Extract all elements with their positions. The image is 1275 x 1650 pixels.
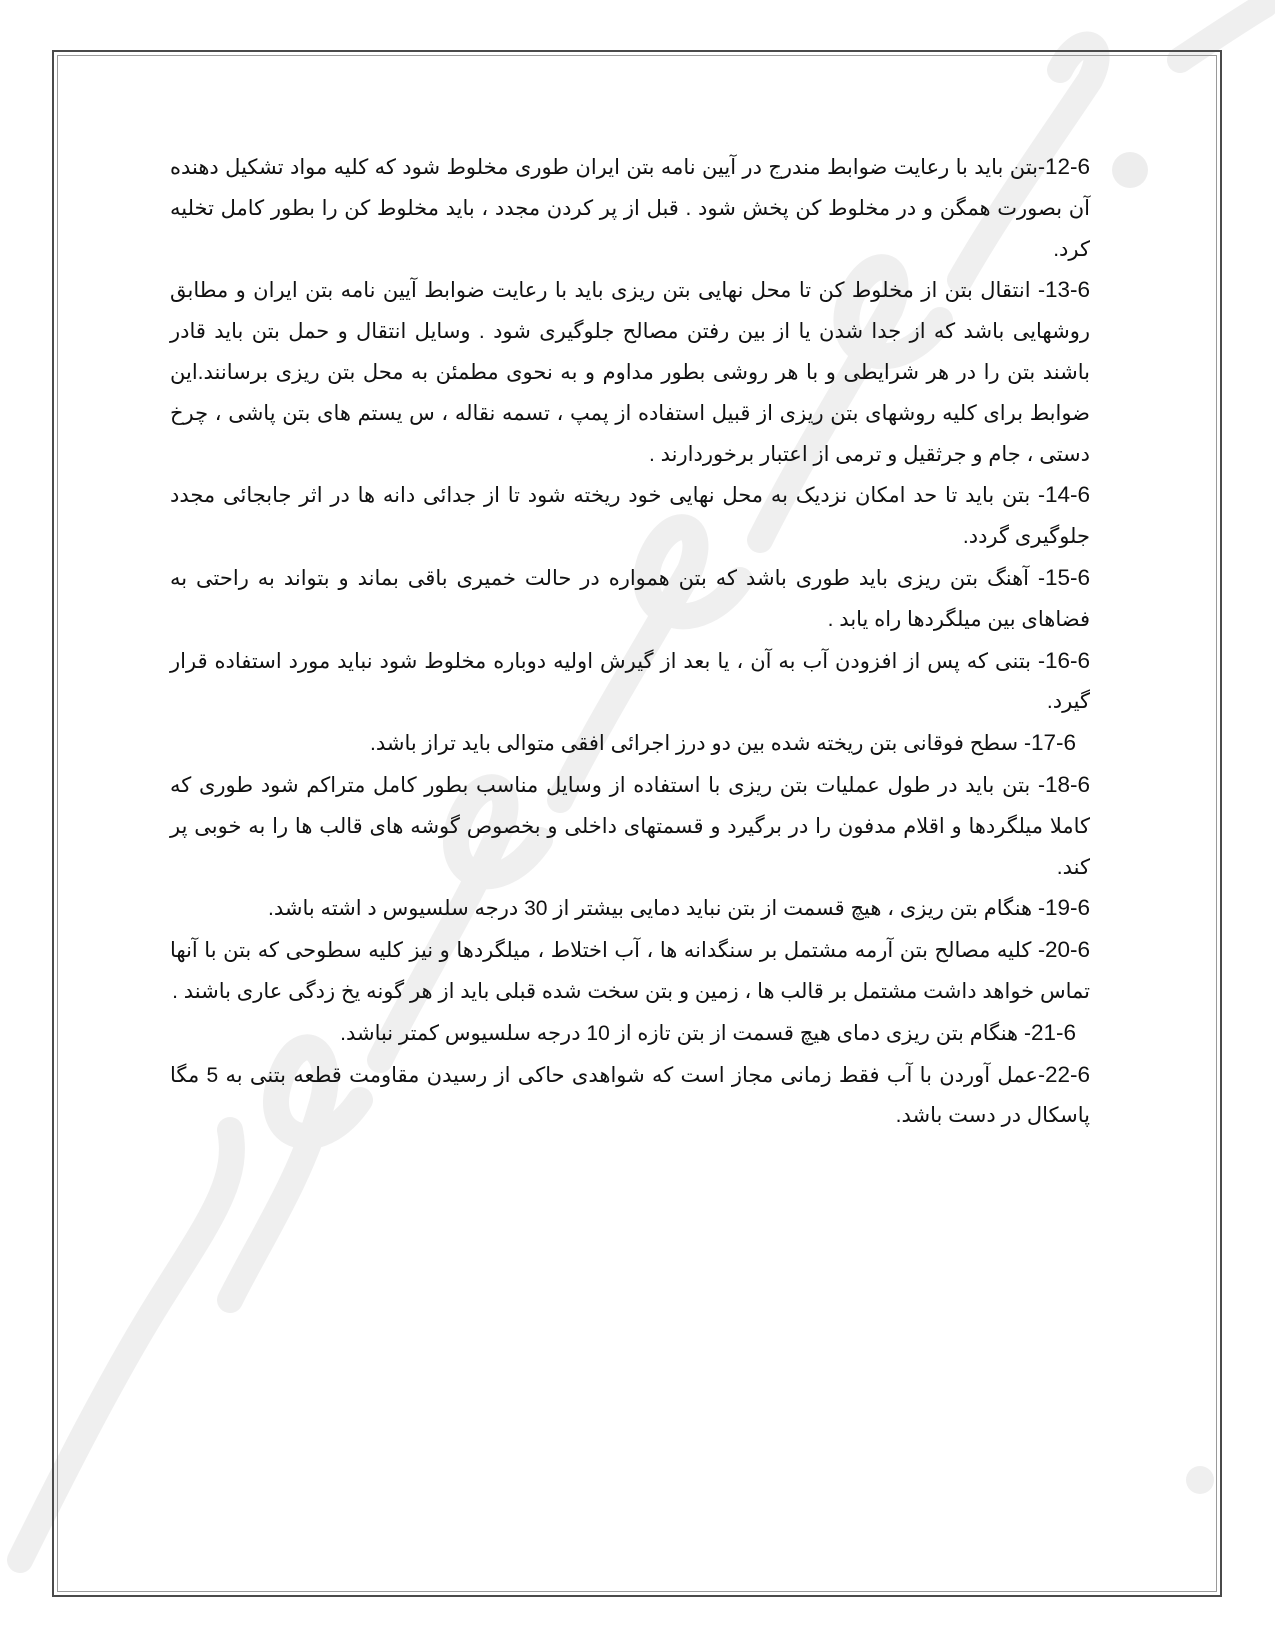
document-body	[170, 147, 1090, 1137]
paragraph-22-6	[170, 1055, 1090, 1138]
paragraph-text: - بتن باید تا حد امکان نزدیک به محل نهایی خود ریخته شود تا از جدائی دانه ها در اثر جابجائی مجدد جلوگیری گردد.	[170, 484, 1090, 549]
paragraph-19-6	[170, 888, 1090, 930]
paragraph-number: 22-6	[1044, 1061, 1090, 1087]
paragraph-text: - سطح فوقانی بتن ریخته شده بین دو درز اجرائی افقی متوالی باید تراز باشد.	[370, 732, 1031, 756]
paragraph-20-6	[170, 930, 1090, 1013]
paragraph-number: 15-6	[1044, 564, 1090, 590]
paragraph-text: - بتنی که پس از افزودن آب به آن ، یا بعد از گیرش اولیه دوباره مخلوط شود نباید مورد استفاده قرار گیرد.	[170, 649, 1090, 714]
paragraph-text: - بتن باید در طول عملیات بتن ریزی با استفاده از وسایل مناسب بطور کامل متراکم شود طوری که کاملا میلگردها و اقلام مدفون را در برگیرد و قسمتهای داخلی و بخصوص گوشه های قالب ها را به خوبی پر کند.	[170, 773, 1090, 879]
paragraph-number: 16-6	[1044, 647, 1090, 673]
paragraph-text: - آهنگ بتن ریزی باید طوری باشد که بتن همواره در حالت خمیری باقی بماند و بتواند به راحتی به فضاهای بین میلگردها راه یابد .	[170, 566, 1090, 631]
paragraph-text: - هنگام بتن ریزی ، هیچ قسمت از بتن نباید دمایی بیشتر از 30 درجه سلسیوس د اشته باشد.	[268, 897, 1045, 921]
paragraph-text: - کلیه مصالح بتن آرمه مشتمل بر سنگدانه ها ، آب اختلاط ، میلگردها و نیز کلیه سطوحی که بتن با آنها تماس خواهد داشت مشتمل بر قالب ها ، زمین و بتن سخت شده قبلی باید از هر گونه یخ زدگی عاری باشند .	[170, 939, 1090, 1003]
paragraph-text: -عمل آوردن با آب فقط زمانی مجاز است که شواهدی حاکی از رسیدن مقاومت قطعه بتنی به 5 مگا پاسکال در دست باشد.	[170, 1063, 1090, 1128]
paragraph-13-6	[170, 270, 1090, 475]
paragraph-17-6	[170, 723, 1090, 765]
paragraph-text: - هنگام بتن ریزی دمای هیچ قسمت از بتن تازه از 10 درجه سلسیوس کمتر نباشد.	[340, 1021, 1031, 1045]
paragraph-12-6	[170, 147, 1090, 270]
paragraph-text: -بتن باید با رعایت ضوابط مندرج در آیین نامه بتن ایران طوری مخلوط شود که کلیه مواد تشکیل دهنده آن بصورت همگن و در مخلوط کن پخش شود . قبل از پر کردن مجدد ، باید مخلوط کن را بطور کامل تخلیه کرد.	[170, 156, 1090, 261]
paragraph-21-6	[170, 1013, 1090, 1055]
paragraph-16-6	[170, 641, 1090, 724]
paragraph-number: 18-6	[1044, 771, 1090, 797]
paragraph-number: 20-6	[1044, 937, 1090, 963]
paragraph-text: - انتقال بتن از مخلوط کن تا محل نهایی بتن ریزی باید با رعایت ضوابط آیین نامه بتن ایران و مطابق روشهایی باشد که از جدا شدن یا از بین رفتن مصالح جلوگیری شود . وسایل انتقال و حمل بتن باید قادر باشند بتن را در هر شرایطی و با هر روشی بطور مداوم و به نحوی مطمئن به محل بتن ریزی برسانند.این ضوابط برای کلیه روشهای بتن ریزی از قبیل استفاده از پمپ ، تسمه نقاله ، س یستم های بتن پاشی ، چرخ دستی ، جام و جرثقیل و ترمی از اعتبار برخوردارند .	[170, 279, 1090, 466]
paragraph-number: 12-6	[1044, 154, 1090, 179]
paragraph-15-6	[170, 558, 1090, 641]
paragraph-number: 21-6	[1030, 1019, 1076, 1045]
paragraph-14-6	[170, 475, 1090, 558]
paragraph-number: 14-6	[1044, 482, 1090, 508]
paragraph-18-6	[170, 765, 1090, 888]
paragraph-number: 17-6	[1030, 730, 1076, 756]
paragraph-number: 19-6	[1044, 895, 1090, 921]
paragraph-number: 13-6	[1044, 277, 1090, 303]
